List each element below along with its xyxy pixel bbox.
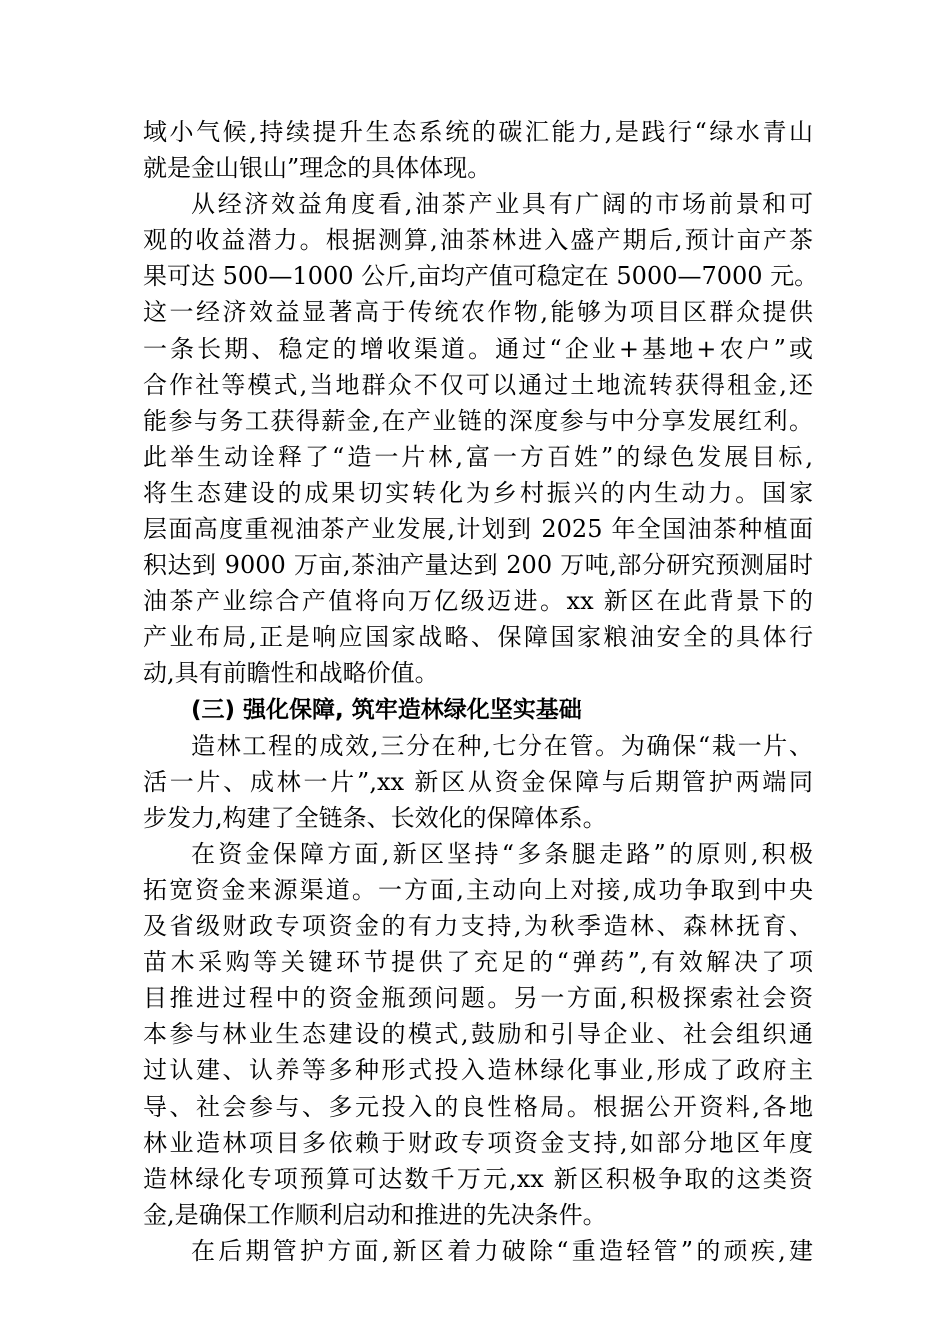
text-line: 此举生动诠释了“造一片林,富一方百姓”的绿色发展目标, [143, 442, 813, 471]
text-line: 能参与务工获得薪金,在产业链的深度参与中分享发展红利。 [143, 406, 813, 435]
text-line: 层面高度重视油茶产业发展,计划到 2025 年全国油茶种植面 [143, 515, 813, 544]
text-line: 在资金保障方面,新区坚持“多条腿走路”的原则,积极 [191, 839, 813, 868]
text-line: 苗木采购等关键环节提供了充足的“弹药”,有效解决了项 [143, 948, 813, 977]
text-line: 果可达 500—1000 公斤,亩均产值可稳定在 5000—7000 元。 [143, 262, 819, 291]
text-line: 观的收益潜力。根据测算,油茶林进入盛产期后,预计亩产茶 [143, 226, 813, 255]
text-line: 一条长期、稳定的增收渠道。通过“企业+基地+农户”或 [143, 334, 813, 363]
text-line: 域小气候,持续提升生态系统的碳汇能力,是践行“绿水青山 [143, 118, 813, 146]
text-line: 及省级财政专项资金的有力支持,为秋季造林、森林抚育、 [143, 912, 813, 941]
text-line: 林业造林项目多依赖于财政专项资金支持,如部分地区年度 [143, 1128, 813, 1157]
text-line: 造林工程的成效,三分在种,七分在管。为确保“栽一片、 [191, 731, 813, 760]
text-line: 在后期管护方面,新区着力破除“重造轻管”的顽疾,建 [191, 1236, 813, 1265]
text-line: 将生态建设的成果切实转化为乡村振兴的内生动力。国家 [143, 478, 813, 507]
text-line: 本参与林业生态建设的模式,鼓励和引导企业、社会组织通 [143, 1020, 813, 1049]
text-line: 产业布局,正是响应国家战略、保障国家粮油安全的具体行 [143, 623, 813, 652]
text-line: 步发力,构建了全链条、长效化的保障体系。 [143, 803, 607, 832]
text-line: 合作社等模式,当地群众不仅可以通过土地流转获得租金,还 [143, 370, 813, 399]
text-line: 从经济效益角度看,油茶产业具有广阔的市场前景和可 [191, 190, 813, 219]
text-line: 油茶产业综合产值将向万亿级迈进。xx 新区在此背景下的 [143, 587, 813, 616]
text-line: 这一经济效益显著高于传统农作物,能够为项目区群众提供 [143, 298, 813, 327]
text-line: 目推进过程中的资金瓶颈问题。另一方面,积极探索社会资 [143, 984, 813, 1013]
text-line: 积达到 9000 万亩,茶油产量达到 200 万吨,部分研究预测届时 [143, 551, 813, 580]
text-line: 过认建、认养等多种形式投入造林绿化事业,形成了政府主 [143, 1056, 813, 1085]
text-line: 就是金山银山”理念的具体体现。 [143, 154, 492, 183]
text-line: 活一片、成林一片”,xx 新区从资金保障与后期管护两端同 [143, 767, 813, 796]
document-body [143, 114, 819, 1269]
text-line: 拓宽资金来源渠道。一方面,主动向上对接,成功争取到中央 [143, 875, 813, 904]
text-line: 导、社会参与、多元投入的良性格局。根据公开资料,各地 [143, 1092, 813, 1121]
text-line: 动,具有前瞻性和战略价值。 [143, 659, 439, 688]
section-heading: (三) 强化保障, 筑牢造林绿化坚实基础 [191, 696, 582, 723]
text-line: 金,是确保工作顺利启动和推进的先决条件。 [143, 1200, 607, 1229]
text-line: 造林绿化专项预算可达数千万元,xx 新区积极争取的这类资 [143, 1164, 813, 1193]
